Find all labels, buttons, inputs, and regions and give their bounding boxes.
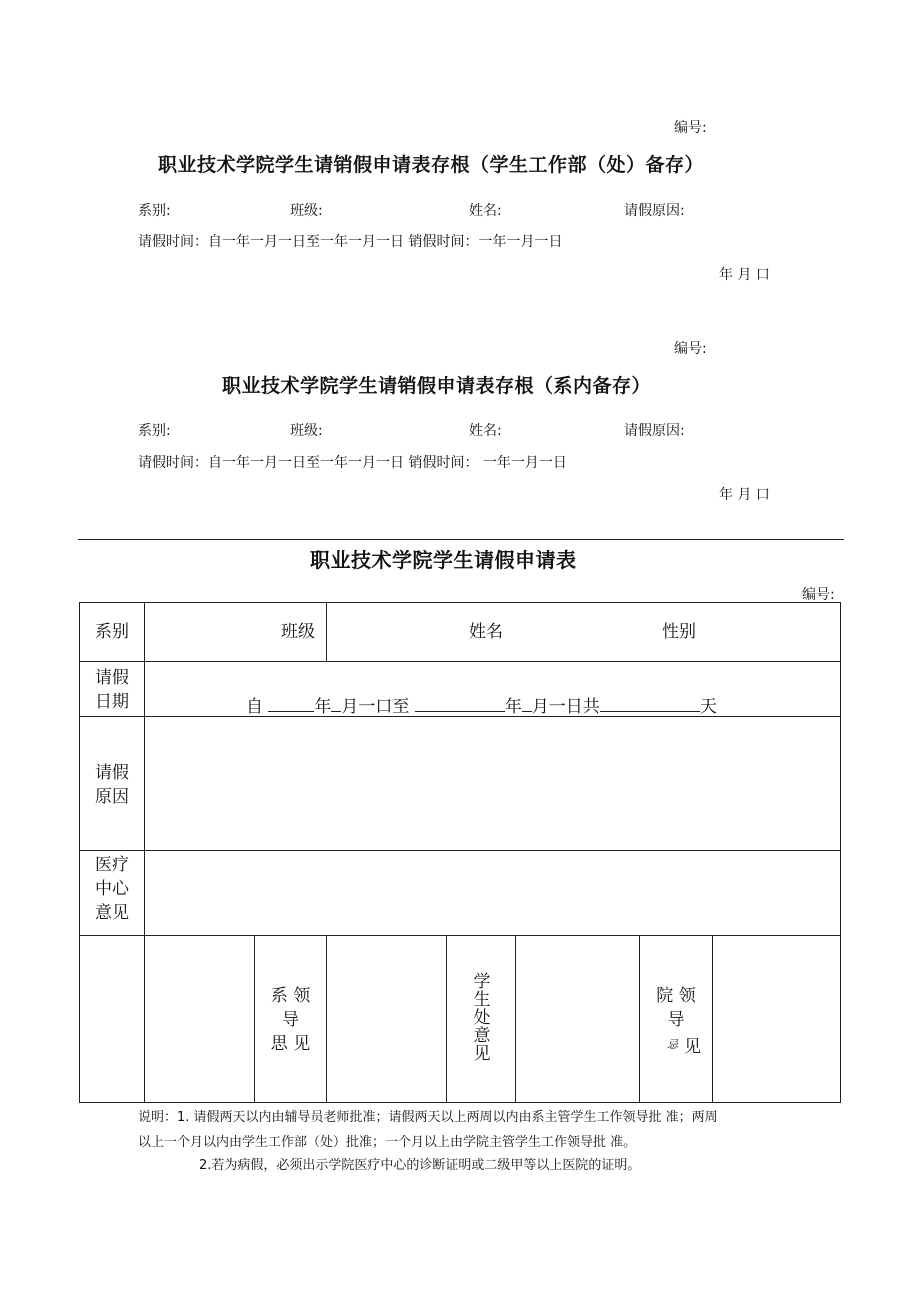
stub1-title: 职业技术学院学生请销假申请表存根（学生工作部（处）备存） [158, 154, 705, 176]
date-label-cell [79, 661, 145, 717]
class-label: 班级 [281, 622, 315, 642]
stub1-time-line: 请假时间：自一年一月一日至一年一月一日 销假时间：一年一月一日 [138, 234, 563, 250]
form-title: 职业技术学院学生请假申请表 [310, 548, 577, 572]
dept-value-cell[interactable] [144, 602, 327, 662]
stub2-class-label: 班级: [290, 423, 323, 439]
reason-value-cell[interactable] [144, 716, 841, 851]
dept-leader-label-2: 导 [282, 1010, 299, 1030]
dept-leader-label-1: 系 领 [270, 986, 311, 1006]
date-range-line [246, 692, 717, 717]
gender-label: 性别 [662, 622, 696, 642]
dept-label: 系别 [95, 622, 129, 642]
college-leader-label-3b: 见 [684, 1037, 701, 1057]
date-month1-blank[interactable] [331, 697, 341, 712]
date-month2-blank[interactable] [522, 697, 532, 712]
date-from-text: 自 [246, 697, 263, 717]
stub1-class-label: 班级: [290, 203, 323, 219]
date-days-blank[interactable] [600, 697, 700, 712]
note-line-2: 以上一个月以内由学生工作部（处）批准；一个月以上由学院主管学生工作领导批 准。 [138, 1135, 637, 1150]
college-leader-label-cell [639, 935, 713, 1103]
dept-leader-label-3: 思 见 [270, 1034, 311, 1054]
date-label: 请假日期 [95, 668, 129, 712]
dept-leader-opinion-cell[interactable] [326, 935, 447, 1103]
name-label: 姓名 [469, 622, 503, 642]
dept-label-cell [79, 602, 145, 662]
date-year1-blank[interactable] [268, 697, 314, 712]
date-year2-text: 年 [504, 697, 522, 717]
note-line-1: 说明：1. 请假两天以内由辅导员老师批准；请假两天以上两周以内由系主管学生工作领导批 准；两周 [138, 1110, 718, 1125]
medical-value-cell[interactable] [144, 850, 841, 936]
reason-label: 请假原因 [95, 763, 129, 807]
date-year1-text: 年 [314, 697, 332, 717]
date-year2-blank[interactable] [415, 697, 505, 712]
stub1-name-label: 姓名: [469, 203, 502, 219]
stub1-reason-label: 请假原因: [624, 203, 685, 219]
date-month2-text: 月一日共 [531, 697, 600, 717]
stub1-date-line: 年 月 口 [719, 267, 770, 283]
stub1-dept-label: 系别: [138, 203, 171, 219]
student-office-label-cell [446, 935, 516, 1103]
stub1-serial-label: 编号: [674, 120, 707, 136]
approval-blank-cell [79, 935, 145, 1103]
student-office-label: 学生处意见 [473, 972, 491, 1064]
college-leader-label-1: 院 领 [656, 986, 696, 1006]
date-value-cell[interactable] [144, 661, 841, 717]
note-line-3: 2.若为病假，必须出示学院医疗中心的诊断证明或二级甲等以上医院的证明。 [199, 1158, 641, 1173]
dept-leader-label-cell [254, 935, 327, 1103]
reason-label-cell [79, 716, 145, 851]
approval-area-1[interactable] [144, 935, 255, 1103]
section-divider [78, 539, 844, 540]
student-office-opinion-cell[interactable] [515, 935, 640, 1103]
medical-label-cell [79, 850, 145, 936]
college-leader-opinion-cell[interactable] [712, 935, 841, 1103]
class-name-gender-cell[interactable] [326, 602, 841, 662]
stub2-title: 职业技术学院学生请销假申请表存根（系内备存） [222, 375, 652, 397]
stub2-time-line: 请假时间：自一年一月一日至一年一月一日 销假时间： 一年一月一日 [138, 455, 567, 471]
stub2-dept-label: 系别: [138, 423, 171, 439]
form-serial-label: 编号: [802, 587, 835, 603]
stub2-name-label: 姓名: [469, 423, 502, 439]
medical-label: 医疗中心意见 [95, 855, 129, 923]
stub2-serial-label: 编号: [674, 341, 707, 357]
date-days-text: 天 [699, 697, 717, 717]
stub2-reason-label: 请假原因: [624, 423, 685, 439]
stub2-date-line: 年 月 口 [719, 487, 770, 503]
college-leader-label-2: 导 [667, 1010, 685, 1030]
college-leader-label-3a: 忌 [667, 1038, 678, 1051]
date-month1-text: 月一口至 [341, 697, 410, 717]
